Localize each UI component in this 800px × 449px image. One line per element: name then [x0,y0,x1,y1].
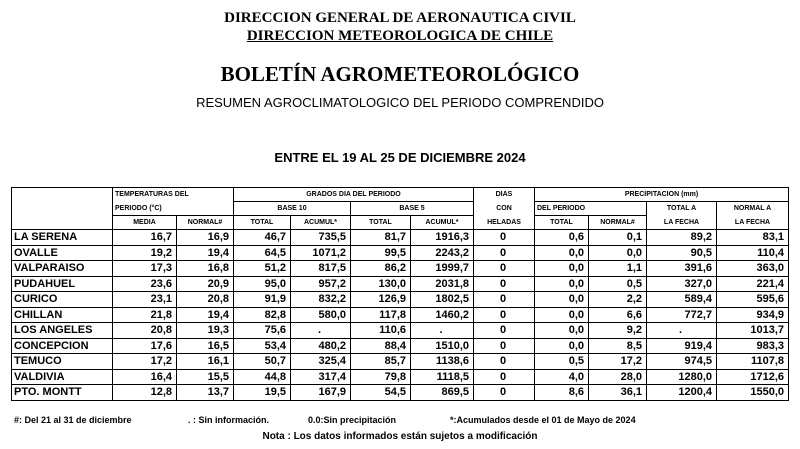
station-name: VALDIVIA [12,369,113,385]
table-cell: 0 [474,369,535,385]
totala-header: TOTAL A [647,202,717,216]
table-cell: 0,1 [589,230,647,246]
table-cell: 0,5 [535,354,589,370]
station-name: TEMUCO [12,354,113,370]
table-body [12,230,789,401]
table-cell: 1,1 [589,261,647,277]
table-cell: 54,5 [351,385,411,401]
table-cell: . [411,323,474,339]
table-cell: 869,5 [411,385,474,401]
precip-normal-header: NORMAL# [589,216,647,230]
bulletin-subtitle: RESUMEN AGROCLIMATOLOGICO DEL PERIODO COMPRENDIDO [196,95,604,110]
acumul-b5-header: ACUMUL* [411,216,474,230]
table-cell: 0,6 [535,230,589,246]
table-cell: 1118,5 [411,369,474,385]
base10-header: BASE 10 [234,202,351,216]
table-cell: 64,5 [234,245,291,261]
table-cell: 36,1 [589,385,647,401]
table-cell: 0 [474,230,535,246]
table-cell: 90,5 [647,245,717,261]
bulletin-title: BOLETÍN AGROMETEOROLÓGICO [220,62,580,86]
table-cell: 20,9 [177,276,234,292]
table-cell: 0,0 [535,338,589,354]
table-cell: 0,0 [535,245,589,261]
table-cell: 1460,2 [411,307,474,323]
table-cell: 95,0 [234,276,291,292]
table-row [12,323,789,339]
table-cell: 85,7 [351,354,411,370]
table-cell: 983,3 [717,338,789,354]
table-cell: 20,8 [113,323,177,339]
table-cell: 221,4 [717,276,789,292]
table-cell: 16,4 [113,369,177,385]
footnote-sin-precip: 0.0:Sin precipitación [308,415,397,425]
acumul-b10-header: ACUMUL* [291,216,351,230]
table-cell: 1916,3 [411,230,474,246]
table-cell: 0 [474,276,535,292]
table-cell: 8,6 [535,385,589,401]
table-row [12,230,789,246]
table-row [12,292,789,308]
table-cell: 19,2 [113,245,177,261]
lafecha-header-1: LA FECHA [647,216,717,230]
table-cell: 934,9 [717,307,789,323]
table-cell: 974,5 [647,354,717,370]
table-cell: 44,8 [234,369,291,385]
table-cell: 91,9 [234,292,291,308]
table-cell: 46,7 [234,230,291,246]
table-cell: 1200,4 [647,385,717,401]
table-cell: 1280,0 [647,369,717,385]
table-cell: 12,8 [113,385,177,401]
org-line-2-text: DIRECCION METEOROLOGICA DE CHILE [246,28,554,44]
table-cell: 325,4 [291,354,351,370]
bulletin-period: ENTRE EL 19 AL 25 DE DICIEMBRE 2024 [274,150,526,165]
table-cell: 317,4 [291,369,351,385]
table-cell: 19,3 [177,323,234,339]
table-row [12,276,789,292]
table-row [12,385,789,401]
table-cell: 28,0 [589,369,647,385]
agro-table [11,187,789,401]
table-cell: 817,5 [291,261,351,277]
header-row-1 [12,188,789,202]
table-cell: 1013,7 [717,323,789,339]
table-cell: 99,5 [351,245,411,261]
table-cell: 0 [474,307,535,323]
table-cell: 17,3 [113,261,177,277]
normala-header: NORMAL A [717,202,789,216]
table-cell: 1550,0 [717,385,789,401]
table-cell: 2031,8 [411,276,474,292]
header-row-2 [12,202,789,216]
table-cell: 0 [474,354,535,370]
temp-header-2: PERIODO (°C) [113,202,234,216]
station-name: CURICO [12,292,113,308]
base5-header: BASE 5 [351,202,474,216]
table-cell: 0,0 [535,292,589,308]
table-cell: 0 [474,245,535,261]
table-cell: 1510,0 [411,338,474,354]
table-cell: 81,7 [351,230,411,246]
dias-header: DIAS [474,188,535,202]
table-cell: 1802,5 [411,292,474,308]
table-cell: 8,5 [589,338,647,354]
table-cell: 580,0 [291,307,351,323]
lafecha-header-2: LA FECHA [717,216,789,230]
total-b5-header: TOTAL [351,216,411,230]
table-cell: 0,0 [589,245,647,261]
table-cell: 735,5 [291,230,351,246]
table-cell: 19,5 [234,385,291,401]
table-cell: 15,5 [177,369,234,385]
table-cell: 832,2 [291,292,351,308]
footnote-normal: #: Del 21 al 31 de diciembre [14,415,132,425]
table-cell: 595,6 [717,292,789,308]
table-row [12,245,789,261]
table-cell: 2243,2 [411,245,474,261]
table-cell: 480,2 [291,338,351,354]
table-cell: 20,8 [177,292,234,308]
table-cell: 0 [474,385,535,401]
table-cell: 0,0 [535,276,589,292]
table-cell: 130,0 [351,276,411,292]
table-cell: 9,2 [589,323,647,339]
table-cell: 51,2 [234,261,291,277]
normal-header: NORMAL# [177,216,234,230]
table-cell: 0 [474,323,535,339]
table-cell: 110,4 [717,245,789,261]
table-cell: 391,6 [647,261,717,277]
table-cell: 88,4 [351,338,411,354]
table-cell: 19,4 [177,307,234,323]
table-cell: 19,4 [177,245,234,261]
table-cell: 1138,6 [411,354,474,370]
table-cell: 89,2 [647,230,717,246]
table-row [12,307,789,323]
total-b10-header: TOTAL [234,216,291,230]
table-cell: 0,0 [535,307,589,323]
table-cell: 79,8 [351,369,411,385]
station-name: CONCEPCION [12,338,113,354]
precip-total-header: TOTAL [535,216,589,230]
table-cell: 110,6 [351,323,411,339]
table-cell: 13,7 [177,385,234,401]
table-row [12,354,789,370]
station-name: VALPARAISO [12,261,113,277]
station-name: CHILLAN [12,307,113,323]
table-cell: 50,7 [234,354,291,370]
table-cell: 167,9 [291,385,351,401]
station-name: PUDAHUEL [12,276,113,292]
table-row [12,338,789,354]
table-cell: 0 [474,338,535,354]
table-cell: 117,8 [351,307,411,323]
org-line-2 [0,28,800,45]
table-cell: 957,2 [291,276,351,292]
table-cell: 589,4 [647,292,717,308]
station-name: LOS ANGELES [12,323,113,339]
con-header: CON [474,202,535,216]
table-cell: 126,9 [351,292,411,308]
table-cell: 6,6 [589,307,647,323]
table-cell: 16,5 [177,338,234,354]
footnote-sin-info: . : Sin información. [188,415,270,425]
table-row [12,369,789,385]
table-cell: 1071,2 [291,245,351,261]
table-cell: . [647,323,717,339]
table-cell: 17,2 [589,354,647,370]
table-cell: 0 [474,261,535,277]
org-line-1: DIRECCION GENERAL DE AERONAUTICA CIVIL [224,10,576,26]
table-cell: 53,4 [234,338,291,354]
table-cell: 16,8 [177,261,234,277]
table-cell: 16,7 [113,230,177,246]
table-cell: 83,1 [717,230,789,246]
table-cell: 1999,7 [411,261,474,277]
table-cell: 16,1 [177,354,234,370]
table-cell: 75,6 [234,323,291,339]
table-cell: 86,2 [351,261,411,277]
grados-header: GRADOS DIA DEL PERIODO [234,188,474,202]
media-header: MEDIA [113,216,177,230]
table-cell: 0,0 [535,323,589,339]
table-cell: 17,6 [113,338,177,354]
delperiodo-header: DEL PERIODO [535,202,647,216]
temp-header-1: TEMPERATURAS DEL [113,188,234,202]
footnote-acumulados: *:Acumulados desde el 01 de Mayo de 2024 [450,415,636,425]
station-name: PTO. MONTT [12,385,113,401]
table-cell: . [291,323,351,339]
table-cell: 17,2 [113,354,177,370]
table-cell: 82,8 [234,307,291,323]
note: Nota : Los datos informados están sujetos a modificación [262,431,538,442]
heladas-header: HELADAS [474,216,535,230]
table-cell: 0 [474,292,535,308]
table-cell: 1712,6 [717,369,789,385]
table-row [12,261,789,277]
station-name: LA SERENA [12,230,113,246]
table-cell: 0,5 [589,276,647,292]
table-cell: 21,8 [113,307,177,323]
table-cell: 327,0 [647,276,717,292]
table-cell: 772,7 [647,307,717,323]
table-cell: 1107,8 [717,354,789,370]
table-cell: 363,0 [717,261,789,277]
table-cell: 4,0 [535,369,589,385]
precip-header: PRECIPITACION (mm) [535,188,789,202]
station-name: OVALLE [12,245,113,261]
table-cell: 23,1 [113,292,177,308]
table-cell: 2,2 [589,292,647,308]
table-cell: 0,0 [535,261,589,277]
header-row-3 [12,216,789,230]
table-cell: 919,4 [647,338,717,354]
table-cell: 23,6 [113,276,177,292]
table-cell: 16,9 [177,230,234,246]
